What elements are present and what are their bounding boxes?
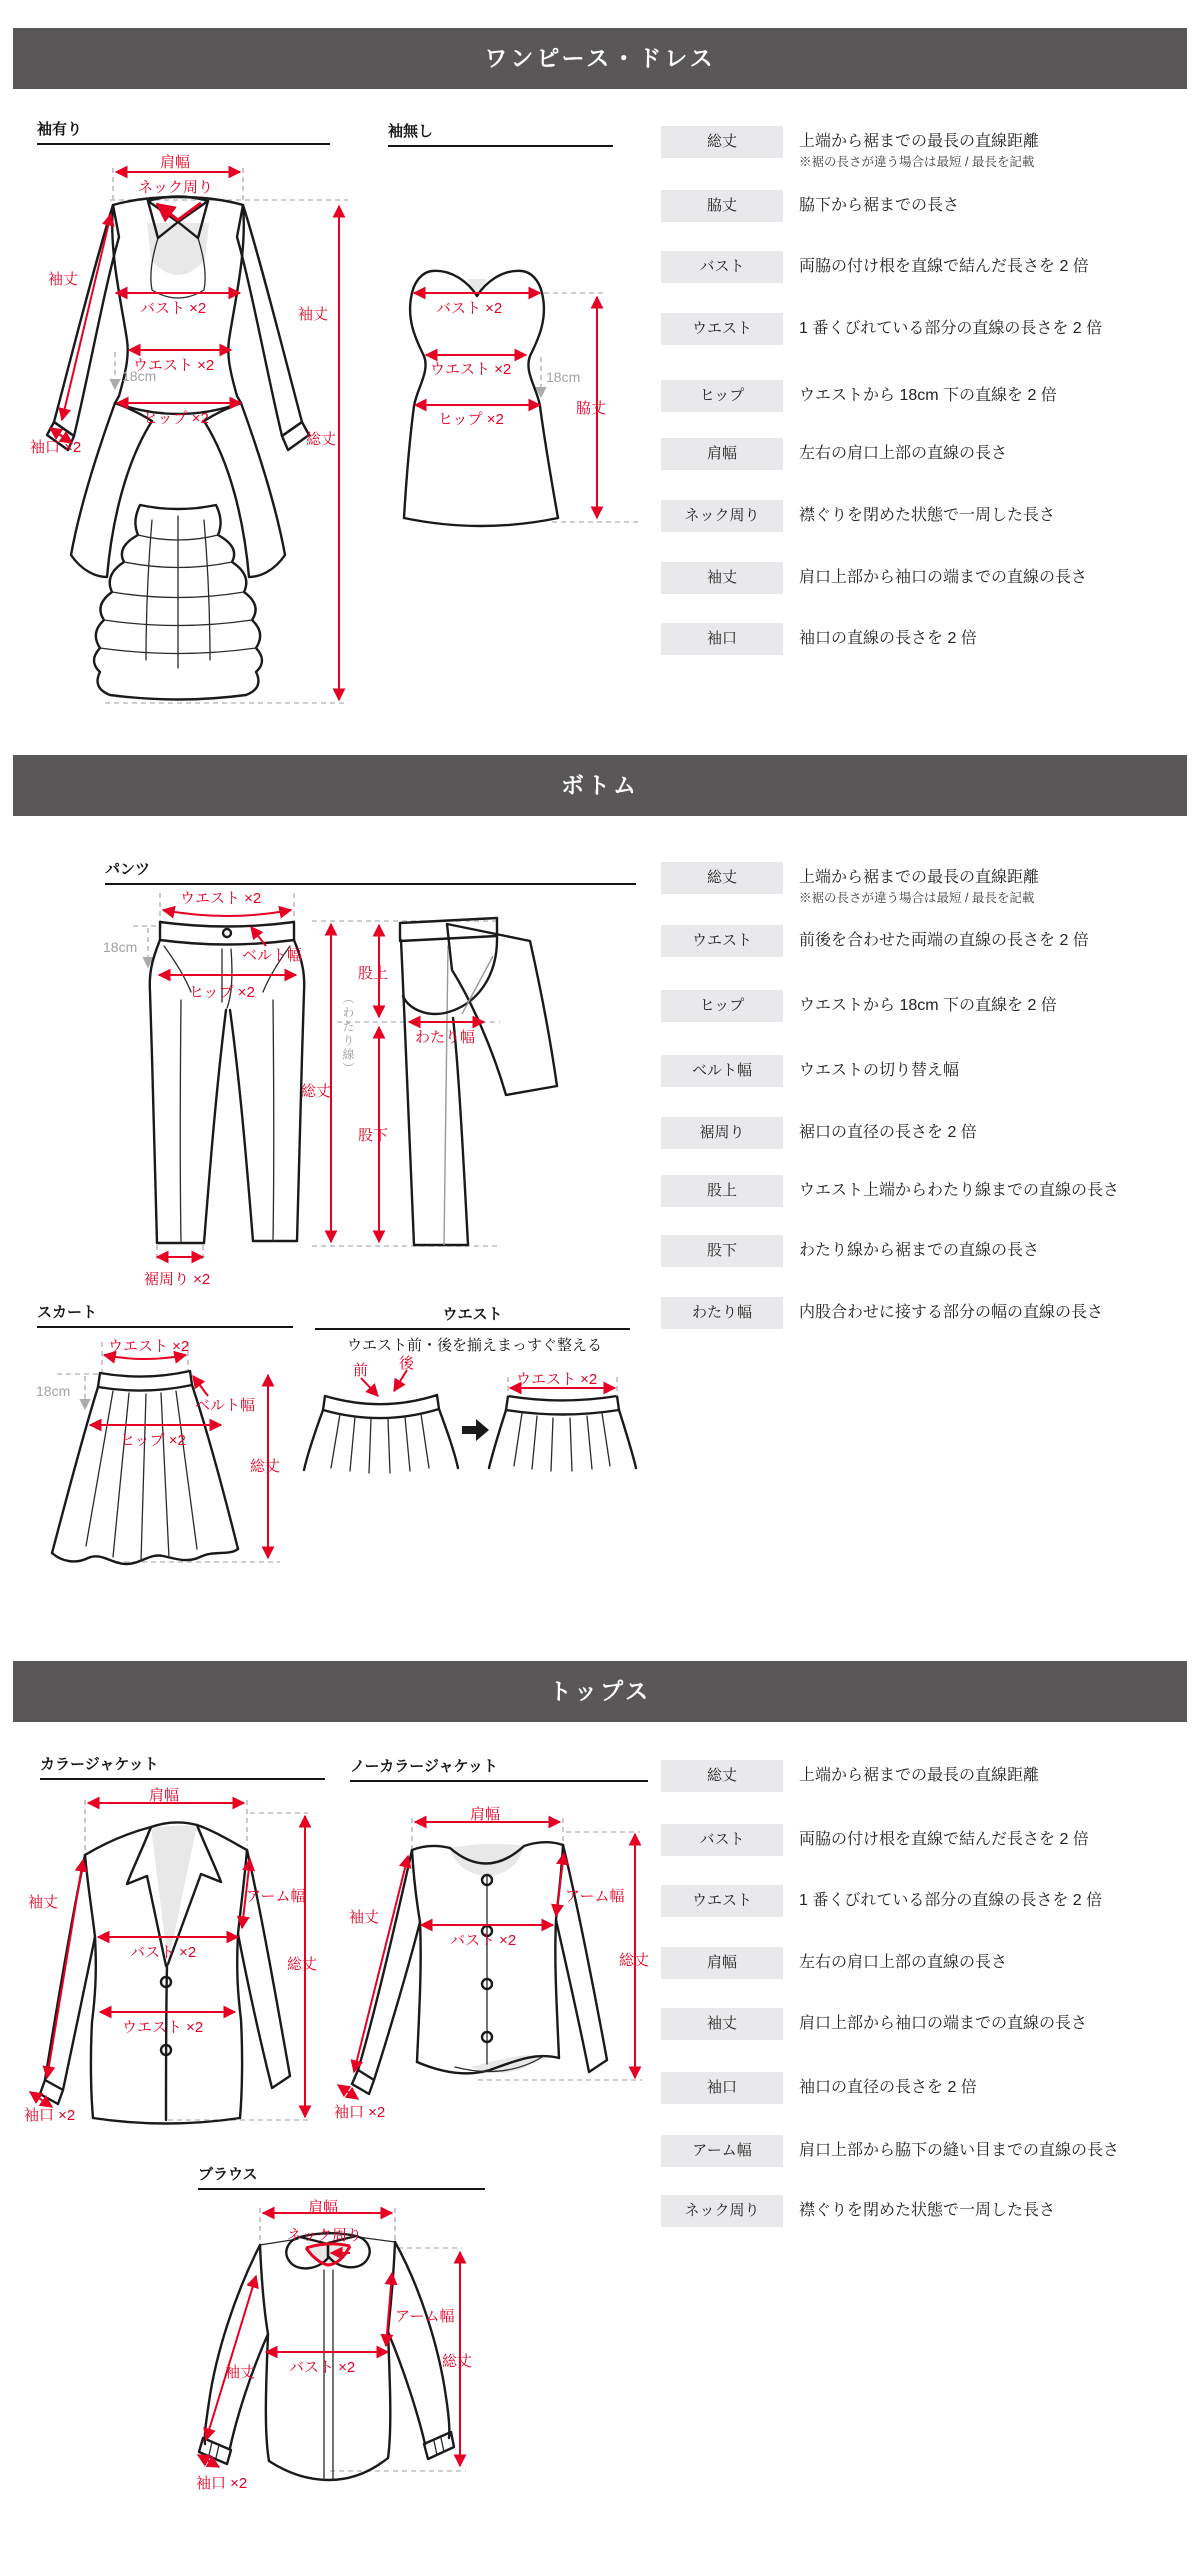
measure-label-waist: ウエスト ×2 xyxy=(108,1338,190,1355)
term-badge: 股上 xyxy=(661,1175,783,1207)
measure-label-waist: ウエスト ×2 xyxy=(430,361,512,378)
pants-drawing xyxy=(133,893,557,1262)
term-badge: 袖口 xyxy=(661,2072,783,2104)
term-description: 両脇の付け根を直線で結んだ長さを 2 倍 xyxy=(799,258,1089,275)
diagram-title-collared-jacket: カラージャケット xyxy=(40,1753,325,1780)
measure-label-waist: ウエスト ×2 xyxy=(516,1371,598,1388)
measure-label-18cm: 18cm xyxy=(103,939,138,955)
measure-label-bust: バスト ×2 xyxy=(140,300,207,317)
term-description: 1 番くびれている部分の直線の長さを 2 倍 xyxy=(799,1892,1103,1909)
term-description: 上端から裾までの最長の直線距離 ※裾の長さが違う場合は最短 / 最長を記載 xyxy=(799,133,1040,169)
term-badge: 股下 xyxy=(661,1235,783,1267)
measure-label-belt-width: ベルト幅 xyxy=(242,947,303,964)
diagram-title-skirt: スカート xyxy=(37,1301,293,1328)
measure-label-sleeve-right: 袖丈 xyxy=(298,306,329,323)
measure-label-thigh-width: わたり幅 xyxy=(415,1029,476,1046)
measure-label-total-length: 総丈 xyxy=(619,1952,650,1969)
term-description: ウエストから 18cm 下の直線を 2 倍 xyxy=(799,387,1057,404)
term-badge: ネック周り xyxy=(661,2195,783,2227)
measure-label-inseam: 股下 xyxy=(358,1127,389,1144)
term-badge: 裾周り xyxy=(661,1117,783,1149)
term-description: ウエストの切り替え幅 xyxy=(799,1062,960,1079)
measure-label-neck: ネック周り xyxy=(138,179,214,196)
term-description: 肩口上部から脇下の縫い目までの直線の長さ xyxy=(799,2142,1120,2159)
term-badge: ネック周り xyxy=(661,500,783,532)
term-note: ※裾の長さが違う場合は最短 / 最長を記載 xyxy=(799,155,1035,169)
measure-label-cuff: 袖口 ×2 xyxy=(30,439,82,456)
measure-label-total-length: 総丈 xyxy=(250,1458,281,1475)
term-description: 肩口上部から袖口の端までの直線の長さ xyxy=(799,2015,1088,2032)
measure-label-shoulder: 肩幅 xyxy=(470,1806,501,1823)
term-description: わたり線から裾までの直線の長さ xyxy=(799,1242,1040,1259)
term-badge: バスト xyxy=(661,251,783,283)
measure-label-hem-circumference: 裾周り ×2 xyxy=(144,1271,211,1288)
term-badge: バスト xyxy=(661,1824,783,1856)
measure-label-watari-line: （わたり線） xyxy=(341,992,355,1076)
term-description: 袖口の直径の長さを 2 倍 xyxy=(799,2079,977,2096)
term-description: 肩口上部から袖口の端までの直線の長さ xyxy=(799,569,1088,586)
collarless-jacket-drawing xyxy=(338,1818,642,2099)
term-badge: 総丈 xyxy=(661,1760,783,1792)
term-badge: ウエスト xyxy=(661,925,783,957)
measure-label-18cm: 18cm xyxy=(36,1383,71,1399)
term-description: ウエスト上端からわたり線までの直線の長さ xyxy=(799,1182,1120,1199)
section-banner-tops: トップス xyxy=(13,1661,1187,1722)
label-front: 前 xyxy=(353,1362,369,1379)
measure-label-rise: 股上 xyxy=(358,965,389,982)
diagram-title-blouse: ブラウス xyxy=(198,2163,485,2190)
term-description: 上端から裾までの最長の直線距離 xyxy=(799,1767,1040,1784)
measure-label-arm-width: アーム幅 xyxy=(246,1888,306,1905)
measure-label-shoulder: 肩幅 xyxy=(149,1787,180,1804)
waist-howto-caption: ウエスト前・後を揃えまっすぐ整える xyxy=(347,1337,603,1354)
section-banner-dress: ワンピース・ドレス xyxy=(13,28,1187,89)
term-description: 袖口の直線の長さを 2 倍 xyxy=(799,630,977,647)
diagram-title-sleeved-dress: 袖有り xyxy=(37,118,330,145)
term-description: ウエストから 18cm 下の直線を 2 倍 xyxy=(799,997,1057,1014)
term-badge: ウエスト xyxy=(661,1885,783,1917)
measure-label-sleeve: 袖丈 xyxy=(349,1909,380,1926)
term-description: 左右の肩口上部の直線の長さ xyxy=(799,1954,1008,1971)
measure-label-cuff: 袖口 ×2 xyxy=(196,2475,248,2492)
term-description: 両脇の付け根を直線で結んだ長さを 2 倍 xyxy=(799,1831,1089,1848)
term-description: 脇下から裾までの長さ xyxy=(799,197,960,214)
measure-label-bust: バスト ×2 xyxy=(289,2359,356,2376)
skirt-drawing xyxy=(52,1342,280,1564)
section-banner-bottom: ボトム xyxy=(13,755,1187,816)
measure-label-side-length: 脇丈 xyxy=(576,400,607,417)
measure-label-total-length: 総丈 xyxy=(442,2353,473,2370)
term-description: 内股合わせに接する部分の幅の直線の長さ xyxy=(799,1304,1104,1321)
measure-label-shoulder: 肩幅 xyxy=(308,2199,339,2216)
term-description: 襟ぐりを閉めた状態で一周した長さ xyxy=(799,507,1056,524)
term-badge: 袖丈 xyxy=(661,562,783,594)
measure-label-belt-width: ベルト幅 xyxy=(195,1397,256,1414)
term-badge: わたり幅 xyxy=(661,1297,783,1329)
sleeved-dress-drawing xyxy=(47,168,348,703)
term-badge: 総丈 xyxy=(661,862,783,894)
measure-label-cuff: 袖口 ×2 xyxy=(334,2104,386,2121)
measure-label-sleeve: 袖丈 xyxy=(225,2364,256,2381)
diagram-title-pants: パンツ xyxy=(105,858,636,885)
measure-label-hip: ヒップ ×2 xyxy=(438,411,504,428)
diagram-title-waist-howto: ウエスト xyxy=(315,1303,630,1330)
term-badge: 袖丈 xyxy=(661,2008,783,2040)
term-badge: ウエスト xyxy=(661,313,783,345)
term-description: 上端から裾までの最長の直線距離 ※裾の長さが違う場合は最短 / 最長を記載 xyxy=(799,869,1040,905)
diagram-title-collarless-jacket: ノーカラージャケット xyxy=(350,1755,648,1782)
measure-label-total-length: 総丈 xyxy=(287,1956,318,1973)
measure-label-neck: ネック周り xyxy=(287,2227,363,2244)
measure-label-waist: ウエスト ×2 xyxy=(122,2019,204,2036)
term-badge: 袖口 xyxy=(661,623,783,655)
measure-label-shoulder: 肩幅 xyxy=(160,154,191,171)
blouse-drawing xyxy=(198,2208,466,2480)
measure-label-18cm: 18cm xyxy=(546,369,581,385)
term-badge: 総丈 xyxy=(661,126,783,158)
term-badge: ヒップ xyxy=(661,380,783,412)
term-description: 前後を合わせた両端の直線の長さを 2 倍 xyxy=(799,932,1089,949)
measure-label-total-length: 総丈 xyxy=(301,1083,332,1100)
term-description: 左右の肩口上部の直線の長さ xyxy=(799,445,1008,462)
term-badge: アーム幅 xyxy=(661,2135,783,2167)
measure-label-waist: ウエスト ×2 xyxy=(133,357,215,374)
term-note: ※裾の長さが違う場合は最短 / 最長を記載 xyxy=(799,891,1035,905)
measure-label-sleeve-left: 袖丈 xyxy=(48,271,79,288)
label-back: 後 xyxy=(399,1355,415,1372)
measure-label-cuff: 袖口 ×2 xyxy=(24,2107,76,2124)
measure-label-hip: ヒップ ×2 xyxy=(143,410,209,427)
measure-label-bust: バスト ×2 xyxy=(450,1932,517,1949)
term-description: 1 番くびれている部分の直線の長さを 2 倍 xyxy=(799,320,1103,337)
term-badge: ベルト幅 xyxy=(661,1055,783,1087)
measure-label-bust: バスト ×2 xyxy=(436,300,503,317)
term-badge: 肩幅 xyxy=(661,438,783,470)
term-description: 襟ぐりを閉めた状態で一周した長さ xyxy=(799,2202,1056,2219)
measure-label-waist: ウエスト ×2 xyxy=(180,890,262,907)
measure-label-sleeve: 袖丈 xyxy=(28,1894,59,1911)
measure-label-arm-width: アーム幅 xyxy=(565,1888,625,1905)
measure-label-18cm: 18cm xyxy=(122,368,157,384)
term-badge: 肩幅 xyxy=(661,1947,783,1979)
measure-label-hip: ヒップ ×2 xyxy=(120,1432,186,1449)
measure-label-arm-width: アーム幅 xyxy=(395,2308,455,2325)
measure-label-total-length: 総丈 xyxy=(306,431,337,448)
diagram-title-sleeveless-dress: 袖無し xyxy=(388,120,613,147)
measure-label-hip: ヒップ ×2 xyxy=(189,984,255,1001)
term-description: 裾口の直径の長さを 2 倍 xyxy=(799,1124,977,1141)
measure-label-bust: バスト ×2 xyxy=(130,1944,197,1961)
term-badge: ヒップ xyxy=(661,990,783,1022)
term-badge: 脇丈 xyxy=(661,190,783,222)
